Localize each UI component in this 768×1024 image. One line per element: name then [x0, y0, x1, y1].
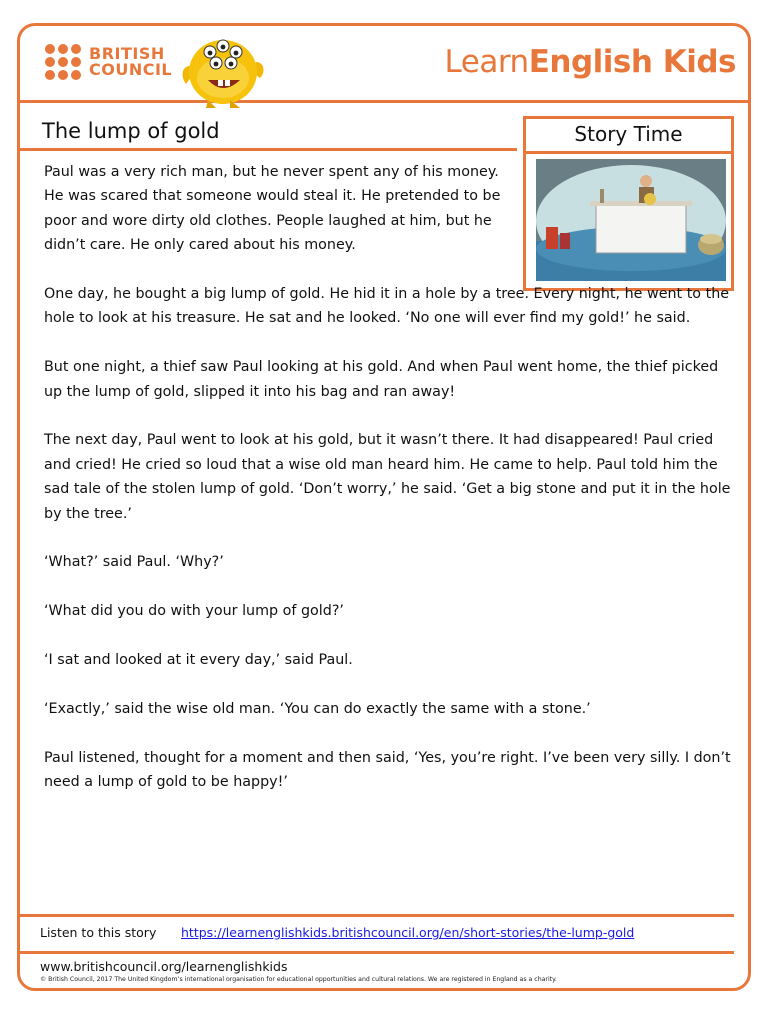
story-time-divider [526, 151, 731, 154]
lek-logo-light: Learn [444, 44, 529, 80]
story-paragraph: ‘What?’ said Paul. ‘Why?’ [44, 554, 224, 571]
yellow-monster-mascot-icon [178, 32, 268, 108]
footer-url: www.britishcouncil.org/learnenglishkids [40, 959, 288, 974]
title-bar [20, 117, 517, 151]
story-paragraph: ‘What did you do with your lump of gold?’ [44, 603, 344, 620]
bc-logo-line2: COUNCIL [89, 60, 173, 79]
header-divider [20, 100, 748, 103]
listen-divider-bottom [20, 951, 734, 954]
story-paragraph: But one night, a thief saw Paul looking at his gold. And when Paul went home, the thief picked up the lump of gold, slipped it into his bag and ran away! [44, 359, 719, 400]
footer-legal: © British Council, 2017 The United Kingdom’s international organisation for educational opportunities and cultural relations. We are registered in England as a charity. [40, 976, 557, 983]
british-council-dots-icon [45, 44, 81, 80]
title-underline [20, 148, 517, 151]
lek-logo-bold: English Kids [528, 44, 736, 80]
story-paragraph: Paul listened, thought for a moment and then said, ‘Yes, you’re right. I’ve been very silly. I don’t need a lump of gold to be happy!’ [44, 749, 731, 791]
story-paragraph: The next day, Paul went to look at his gold, but it wasn’t there. It had disappeared! Paul cried and cried! He cried so loud that a wise old man heard him. He came to help. Paul told him the sad tale of the stolen lump of gold. ‘Don’t worry,’ he said. ‘Get a big stone and put it in the hole by the tree.’ [44, 432, 731, 522]
story-paragraph: ‘Exactly,’ said the wise old man. ‘You can do exactly the same with a stone.’ [44, 700, 591, 717]
story-paragraph: One day, he bought a big lump of gold. He hid it in a hole by a tree. Every night, he went to the hole to look at his treasure. He sat and he looked. ‘No one will ever find my gold!’ he said. [44, 286, 730, 327]
learnenglish-kids-logo [445, 44, 736, 80]
bc-logo-line1: BRITISH [89, 44, 165, 63]
story-paragraph: ‘I sat and looked at it every day,’ said Paul. [44, 652, 353, 669]
story-text [44, 160, 739, 819]
story-title: The lump of gold [42, 119, 220, 143]
listen-label: Listen to this story [40, 925, 157, 940]
british-council-logo [45, 44, 172, 80]
story-time-label: Story Time [574, 122, 683, 146]
story-audio-link[interactable]: https://learnenglishkids.britishcouncil.org/en/short-stories/the-lump-gold [181, 925, 635, 940]
story-paragraph: Paul was a very rich man, but he never spent any of his money. He was scared that someone would steal it. He pretended to be poor and wore dirty old clothes. People laughed at him, but he didn’t care. He only cared about his money. [44, 164, 501, 254]
listen-divider-top [20, 914, 734, 917]
